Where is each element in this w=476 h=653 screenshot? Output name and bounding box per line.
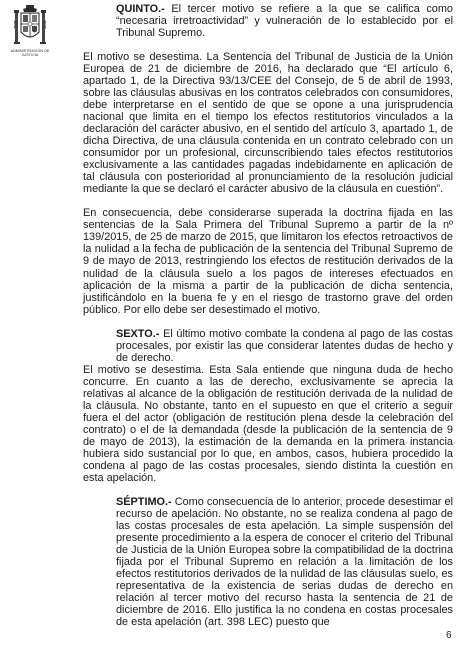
paragraph-sexto: [83, 328, 453, 364]
section-heading: SEXTO.-: [116, 327, 160, 340]
body-text: [83, 3, 453, 640]
coat-of-arms-icon: [14, 4, 46, 48]
section-heading: SÉPTIMO.-: [116, 495, 172, 508]
paragraph-quinto: [83, 3, 453, 39]
paragraph-text: En consecuencia, debe considerarse superada la doctrina fijada en las sentencias de la Sala Primera del Tribunal Supremo a partir de la nº 139/2015, de 25 de marzo de 2015, que limitaron los efectos retroactivos de la nulidad a la fecha de publicación de la sentencia del Tribunal Supremo de 9 de mayo de 2013, restringiendo los efectos de restitución derivados de la nulidad de la cláusula suelo a los pagos de intereses efectuados en aplicación de la misma a partir de la publicación de dicha sentencia, justificándolo en la buena fe y en el riesgo de trastorno grave del orden público. Por ello debe ser desestimado el motivo.: [83, 207, 453, 316]
paragraph-text: El tercer motivo se refiere a la que se califica como “necesaria irretroactividad” y vulneración de lo establecido por el Tribunal Supremo.: [116, 3, 453, 40]
paragraph-text: El último motivo combate la condena al pago de las costas procesales, por existir las que considerar latentes dudas de hecho y de derecho.: [116, 327, 453, 364]
paragraph: [83, 207, 453, 315]
paragraph-text: El motivo se desestima. La Sentencia del Tribunal de Justicia de la Unión Europea de 21 de diciembre de 2016, ha declarado que “El artículo 6, apartado 1, de la Directiva 93/13/CEE del Consejo, de 5 de abril de 1993, sobre las cláusulas abusivas en los contratos celebrados con consumidores, debe interpretarse en el sentido de que se opone a una jurisprudencia nacional que limita en el tiempo los efectos restitutorios vinculados a la declaración del carácter abusivo, en el sentido del artículo 3, apartado 1, de dicha Directiva, de una cláusula contenida en un contrato celebrado con un consumidor por un profesional, circunscribiendo tales efectos restitutorios exclusivamente a las cantidades pagadas indebidamente en aplicación de tal cláusula con posterioridad al pronunciamiento de la resolución judicial mediante la que se declaró el carácter abusivo de la cláusula en cuestión”.: [83, 50, 453, 196]
paragraph: [83, 364, 453, 484]
paragraph: [83, 51, 453, 196]
paragraph-text: El motivo se desestima. Esta Sala entiende que ninguna duda de hecho concurre. En cuanto a las de derecho, exclusivamente se aprecia la relativas al alcance de la obligación de restitución derivada de la nulidad de la cláusula. No obstante, tanto en el supuesto en que el criterio a seguir fuera el del actor (obligación de restitución plena desde la celebración del contrato) o el de la demandada (desde la publicación de la sentencia de 9 de mayo de 2013), la estimación de la demanda en la primera instancia hubiera sido sustancial por lo que, en ambos, casos, hubiera procedido la condena al pago de las costas procesales, siendo distinta la cuestión en esta apelación.: [83, 363, 453, 485]
paragraph-septimo: [83, 496, 453, 629]
page-number: 6: [446, 630, 452, 641]
paragraph-text: Como consecuencia de lo anterior, procede desestimar el recurso de apelación. No obstante, no se realiza condena al pago de las costas procesales de esta apelación. La simple suspensión del presente procedimiento a la espera de conocer el criterio del Tribunal de Justicia de la Unión Europea sobre la compatibilidad de la doctrina fijada por el Tribunal Supremo en relación a la limitación de los efectos restitutorios derivados de la nulidad de las cláusulas suelo, es representativa de la existencia de serias dudas de derecho en relación al tercer motivo del recurso hasta la sentencia de 21 de diciembre de 2016. Ello justifica la no condena en costas procesales de esta apelación (art. 398 LEC) puesto que: [116, 495, 453, 629]
section-heading: QUINTO.-: [116, 3, 165, 15]
letterhead-caption: ADMINISTRACIÓN DE JUSTICIA: [10, 49, 50, 58]
